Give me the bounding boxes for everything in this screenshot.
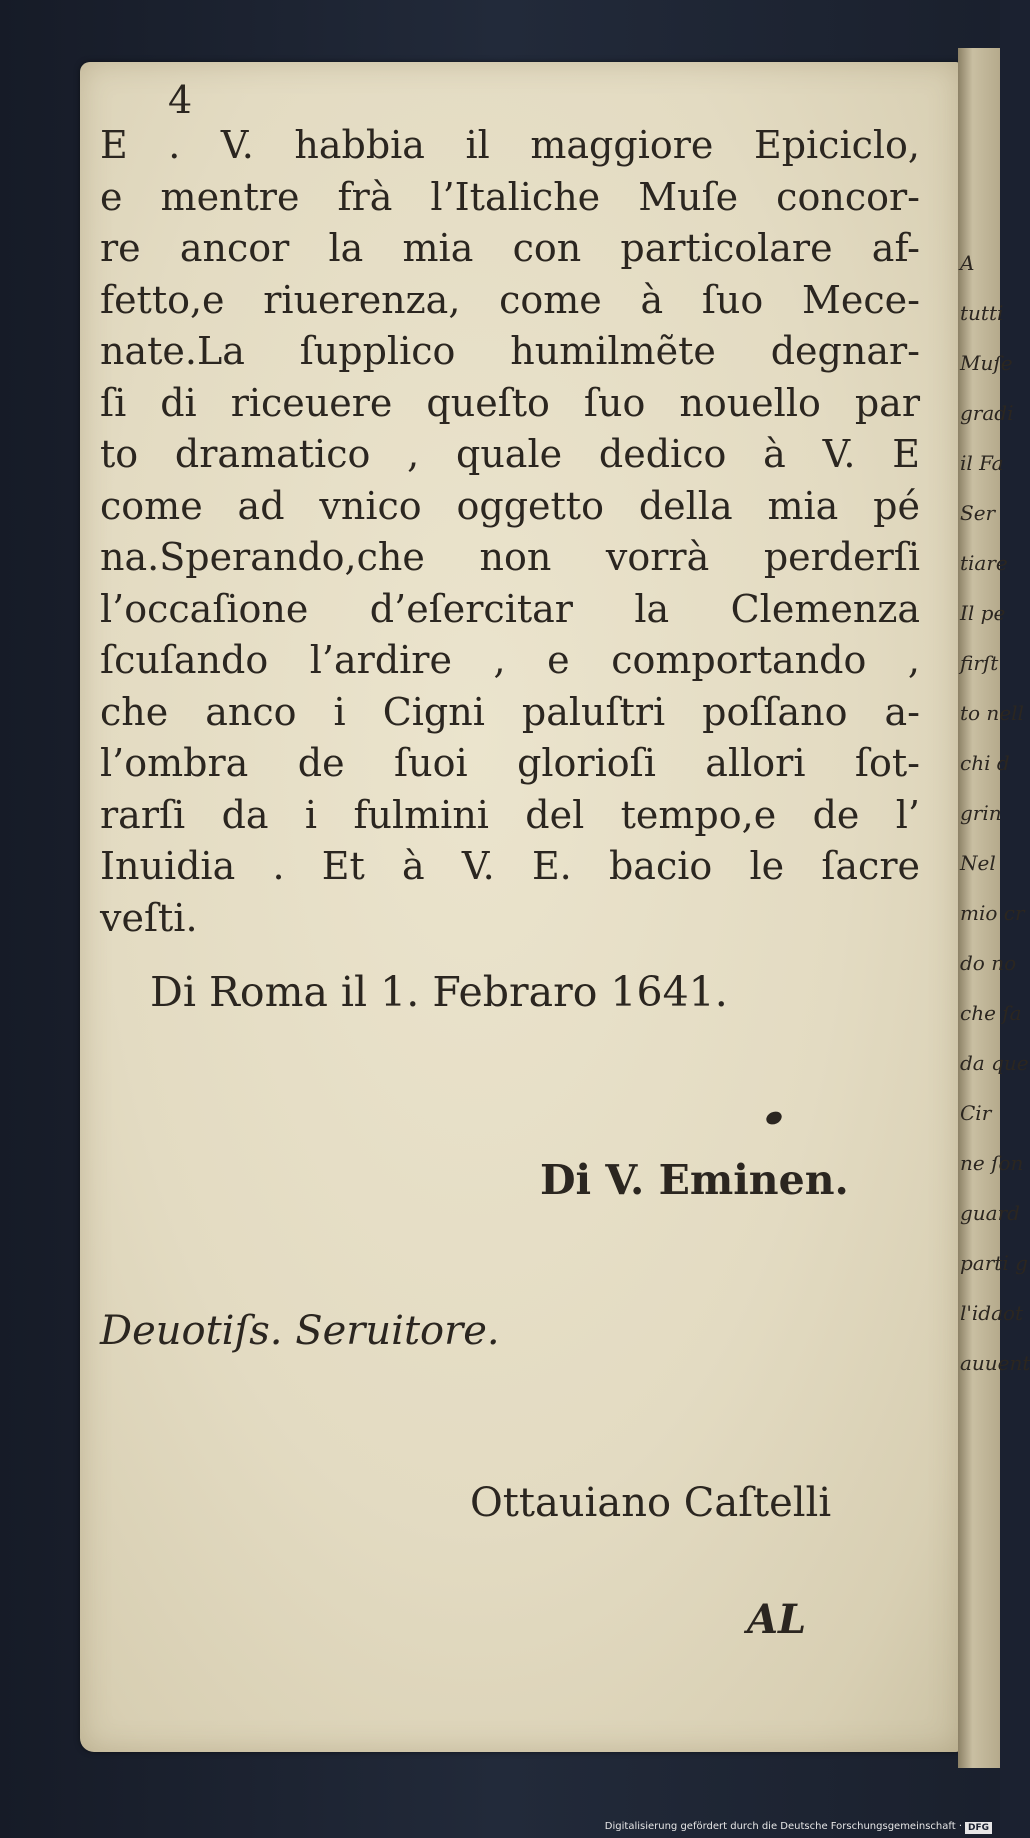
book-page [80, 62, 960, 1752]
adjacent-page-fragment: da que [960, 1051, 1029, 1075]
adjacent-page-fragment: Ser [960, 501, 996, 525]
ink-blot [764, 1109, 784, 1127]
digitization-credit: Digitalisierung gefördert durch die Deutsche Forschungsgemeinschaft · [604, 1821, 962, 1832]
adjacent-page-edge [958, 48, 1030, 1768]
letter-line: l’ombra de ſuoi glorioſi allori ſot- [100, 741, 920, 785]
author-signature: Ottauiano Caſtelli [470, 1480, 832, 1526]
catchword: AL [747, 1596, 807, 1643]
adjacent-page-fragment: Muſe [960, 351, 1013, 375]
adjacent-page-fragment: tutti [960, 301, 1004, 325]
adjacent-page-fragment: tiare [960, 551, 1008, 575]
adjacent-page-fragment: Il pe [960, 601, 1006, 625]
letter-body [100, 120, 920, 944]
letter-line: Inuidia . Et à V. E. bacio le ſacre [100, 844, 920, 888]
letter-line: re ancor la mia con particolare af- [100, 226, 920, 270]
letter-line: come ad vnico oggetto della mia pé [100, 483, 920, 528]
adjacent-page-fragment: to nell [960, 701, 1024, 725]
letter-line: veſti. [100, 895, 198, 940]
letter-line: nate.La ſupplico humilmẽte degnar- [100, 329, 920, 373]
letter-line: l’occaſione d’eſercitar la Clemenza [100, 586, 920, 631]
adjacent-page-fragment: che ſa [960, 1001, 1022, 1025]
letter-line: na.Sperando,che non vorrà perderſi [100, 535, 920, 579]
letter-line: to dramatico , quale dedico à V. E [100, 432, 920, 476]
servant-line: Deuotiſs. Seruitore. [100, 1308, 500, 1354]
adjacent-page-fragment: mio cr [960, 901, 1025, 925]
adjacent-page-fragment: Nel [960, 851, 996, 875]
page-number: 4 [168, 78, 193, 122]
adjacent-page-fragment: gradi [960, 401, 1014, 425]
letter-line: rarſi da i fulmini del tempo,e de l’ [100, 792, 920, 837]
adjacent-page-fragment: grin [960, 801, 1002, 825]
dfg-logo: DFG [965, 1822, 992, 1834]
closing-salutation: Di V. Eminen. [540, 1156, 849, 1204]
letter-line: ſcuſando l’ardire , e comportando , [100, 638, 920, 682]
letter-line: che anco i Cigni paluſtri poſſano a- [100, 689, 920, 734]
adjacent-page-fragment: auuent [960, 1351, 1030, 1375]
adjacent-page-fragment: A [960, 251, 975, 275]
letter-line: E . V. habbia il maggiore Epiciclo, [100, 123, 920, 167]
letter-line: ſi di riceuere queſto ſuo nouello par [100, 380, 920, 425]
adjacent-page-fragment: do no [960, 951, 1017, 975]
adjacent-page-fragment: guard [960, 1201, 1020, 1225]
dateline: Di Roma il 1. Febraro 1641. [150, 968, 728, 1016]
adjacent-page-fragment: il Fa [960, 451, 1004, 475]
letter-line: e mentre frà l’Italiche Muſe concor- [100, 174, 920, 219]
letter-line: fetto,e riuerenza, come à ſuo Mece- [100, 277, 920, 322]
adjacent-page-fragment: chi d [960, 751, 1010, 775]
adjacent-page-fragment: parti g [960, 1251, 1028, 1275]
adjacent-page-fragment: ne ſon [960, 1151, 1024, 1175]
adjacent-page-fragment: firſt [960, 651, 999, 675]
adjacent-page-text [960, 238, 1030, 1388]
adjacent-page-fragment: Cir [960, 1101, 992, 1125]
adjacent-page-fragment: l'idaot [960, 1301, 1024, 1325]
